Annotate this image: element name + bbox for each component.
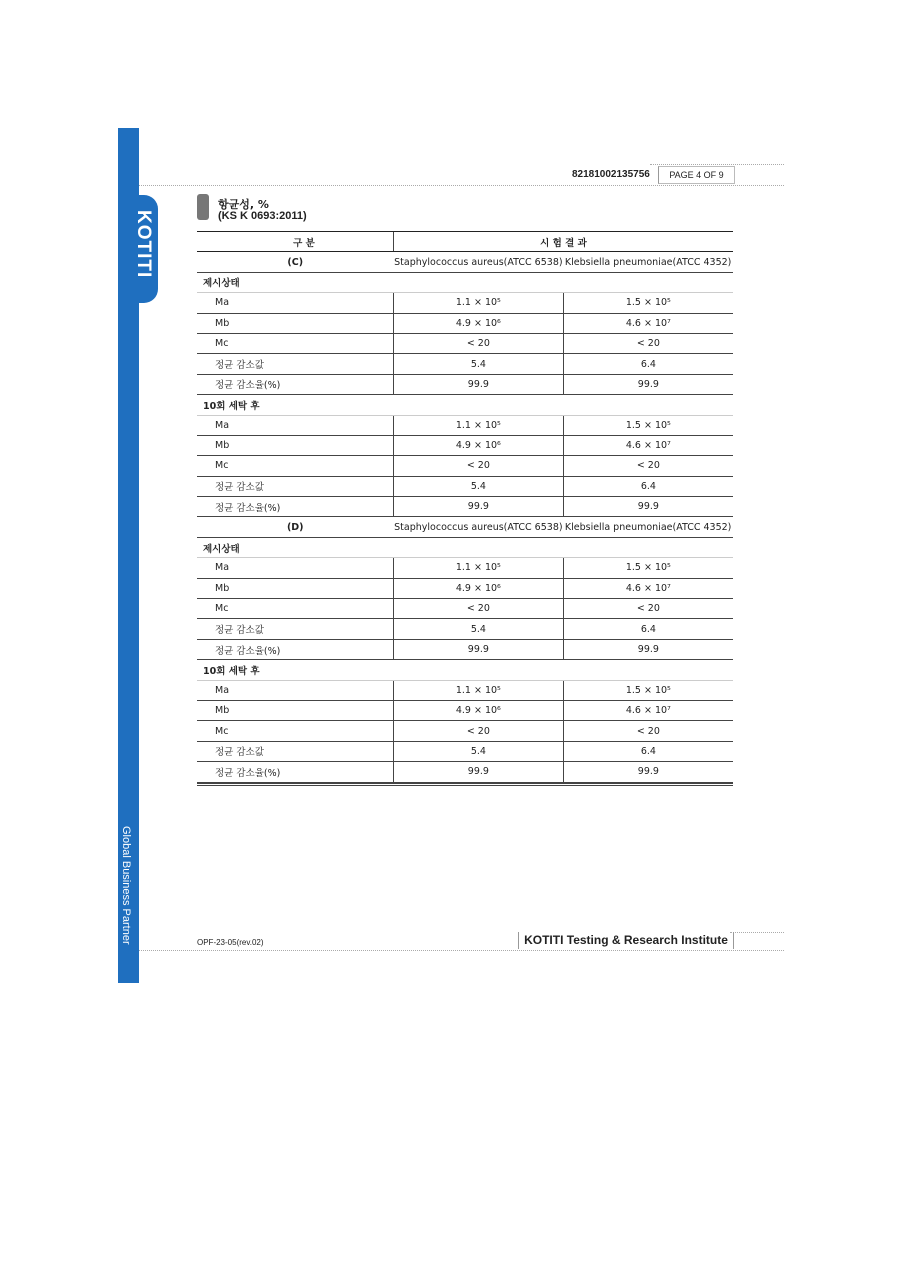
title-marker: [197, 194, 209, 220]
row-label: Mb: [197, 578, 394, 598]
value-organism-1: 5.4: [394, 354, 564, 374]
report-number: 82181002135756: [572, 169, 650, 180]
value-organism-1: 5.4: [394, 741, 564, 761]
value-organism-2: < 20: [563, 721, 733, 741]
value-organism-2: 99.9: [563, 374, 733, 394]
value-organism-1: 1.1 × 10⁵: [394, 680, 564, 700]
group-header-row: [197, 537, 733, 557]
row-label: 정균 감소율(%): [197, 639, 394, 659]
value-organism-2: 99.9: [563, 762, 733, 782]
value-organism-2: 1.5 × 10⁵: [563, 558, 733, 578]
table-row: [197, 700, 733, 720]
table-row: [197, 721, 733, 741]
value-organism-1: 1.1 × 10⁵: [394, 293, 564, 313]
table-row: [197, 374, 733, 394]
row-label: Mc: [197, 599, 394, 619]
row-label: Mb: [197, 313, 394, 333]
value-organism-2: 4.6 × 10⁷: [563, 700, 733, 720]
value-organism-1: 99.9: [394, 762, 564, 782]
footer-divider: [139, 950, 784, 951]
value-organism-1: < 20: [394, 456, 564, 476]
table-row: [197, 354, 733, 374]
value-organism-2: < 20: [563, 456, 733, 476]
row-label: 정균 감소율(%): [197, 374, 394, 394]
value-organism-2: 6.4: [563, 741, 733, 761]
row-label: Mc: [197, 456, 394, 476]
group-header-row: [197, 272, 733, 292]
value-organism-1: 5.4: [394, 476, 564, 496]
table-row: [197, 741, 733, 761]
table-row: [197, 680, 733, 700]
results-table: [197, 231, 733, 783]
row-label: 정균 감소값: [197, 354, 394, 374]
table-row: [197, 476, 733, 496]
value-organism-1: 4.9 × 10⁶: [394, 700, 564, 720]
col-header-category: 구 분: [197, 232, 394, 252]
value-organism-2: 4.6 × 10⁷: [563, 313, 733, 333]
row-label: Mb: [197, 700, 394, 720]
page-indicator: PAGE 4 OF 9: [658, 166, 735, 184]
value-organism-1: 99.9: [394, 374, 564, 394]
organism-2-label: Klebsiella pneumoniae(ATCC 4352): [563, 252, 733, 272]
row-label: Mc: [197, 333, 394, 353]
group-empty-cell: [394, 537, 734, 557]
value-organism-1: 99.9: [394, 639, 564, 659]
row-label: 정균 감소율(%): [197, 762, 394, 782]
table-row: [197, 456, 733, 476]
group-empty-cell: [394, 395, 734, 415]
table-row: [197, 578, 733, 598]
organism-1-label: Staphylococcus aureus(ATCC 6538): [394, 517, 564, 537]
value-organism-2: 1.5 × 10⁵: [563, 415, 733, 435]
value-organism-2: 1.5 × 10⁵: [563, 680, 733, 700]
value-organism-1: < 20: [394, 333, 564, 353]
table-row: [197, 435, 733, 455]
value-organism-1: 4.9 × 10⁶: [394, 313, 564, 333]
row-label: Ma: [197, 415, 394, 435]
test-standard: (KS K 0693:2011): [218, 210, 307, 222]
row-label: 정균 감소율(%): [197, 497, 394, 517]
section-label: (C): [197, 252, 394, 272]
table-row: [197, 497, 733, 517]
value-organism-1: < 20: [394, 599, 564, 619]
table-row: [197, 599, 733, 619]
institute-name: KOTITI Testing & Research Institute: [518, 932, 734, 949]
row-label: Ma: [197, 680, 394, 700]
header-divider-top: [650, 164, 784, 165]
footer-divider-top: [730, 932, 784, 933]
row-label: 정균 감소값: [197, 741, 394, 761]
value-organism-1: 1.1 × 10⁵: [394, 415, 564, 435]
table-row: [197, 619, 733, 639]
side-slogan: Global Business Partner: [120, 826, 132, 945]
section-header-row: [197, 517, 733, 537]
value-organism-1: 4.9 × 10⁶: [394, 435, 564, 455]
value-organism-2: 4.6 × 10⁷: [563, 578, 733, 598]
table-row: [197, 293, 733, 313]
table-header-row: [197, 232, 733, 252]
table-row: [197, 639, 733, 659]
value-organism-2: 99.9: [563, 497, 733, 517]
row-label: 정균 감소값: [197, 619, 394, 639]
row-label: Ma: [197, 293, 394, 313]
kotiti-logo: KOTITI: [133, 210, 154, 279]
organism-1-label: Staphylococcus aureus(ATCC 6538): [394, 252, 564, 272]
value-organism-1: 99.9: [394, 497, 564, 517]
table-row: [197, 762, 733, 782]
group-header-row: [197, 660, 733, 680]
value-organism-2: 1.5 × 10⁵: [563, 293, 733, 313]
value-organism-2: 6.4: [563, 354, 733, 374]
col-header-results: 시 험 결 과: [394, 232, 734, 252]
table-row: [197, 313, 733, 333]
value-organism-1: 4.9 × 10⁶: [394, 578, 564, 598]
value-organism-2: < 20: [563, 599, 733, 619]
value-organism-2: 99.9: [563, 639, 733, 659]
row-label: Mc: [197, 721, 394, 741]
organism-2-label: Klebsiella pneumoniae(ATCC 4352): [563, 517, 733, 537]
group-empty-cell: [394, 272, 734, 292]
value-organism-1: < 20: [394, 721, 564, 741]
group-label: 10회 세탁 후: [197, 660, 394, 680]
form-code: OPF-23-05(rev.02): [197, 938, 264, 947]
value-organism-2: 6.4: [563, 619, 733, 639]
table-row: [197, 333, 733, 353]
row-label: 정균 감소값: [197, 476, 394, 496]
group-label: 제시상태: [197, 537, 394, 557]
row-label: Ma: [197, 558, 394, 578]
table-end-rule: [197, 783, 733, 786]
group-empty-cell: [394, 660, 734, 680]
section-header-row: [197, 252, 733, 272]
test-title: 항균성, %: [218, 198, 269, 211]
table-row: [197, 558, 733, 578]
group-label: 제시상태: [197, 272, 394, 292]
value-organism-1: 5.4: [394, 619, 564, 639]
table-row: [197, 415, 733, 435]
row-label: Mb: [197, 435, 394, 455]
header-divider: [139, 185, 784, 186]
value-organism-2: < 20: [563, 333, 733, 353]
value-organism-2: 6.4: [563, 476, 733, 496]
group-header-row: [197, 395, 733, 415]
value-organism-2: 4.6 × 10⁷: [563, 435, 733, 455]
group-label: 10회 세탁 후: [197, 395, 394, 415]
section-label: (D): [197, 517, 394, 537]
value-organism-1: 1.1 × 10⁵: [394, 558, 564, 578]
